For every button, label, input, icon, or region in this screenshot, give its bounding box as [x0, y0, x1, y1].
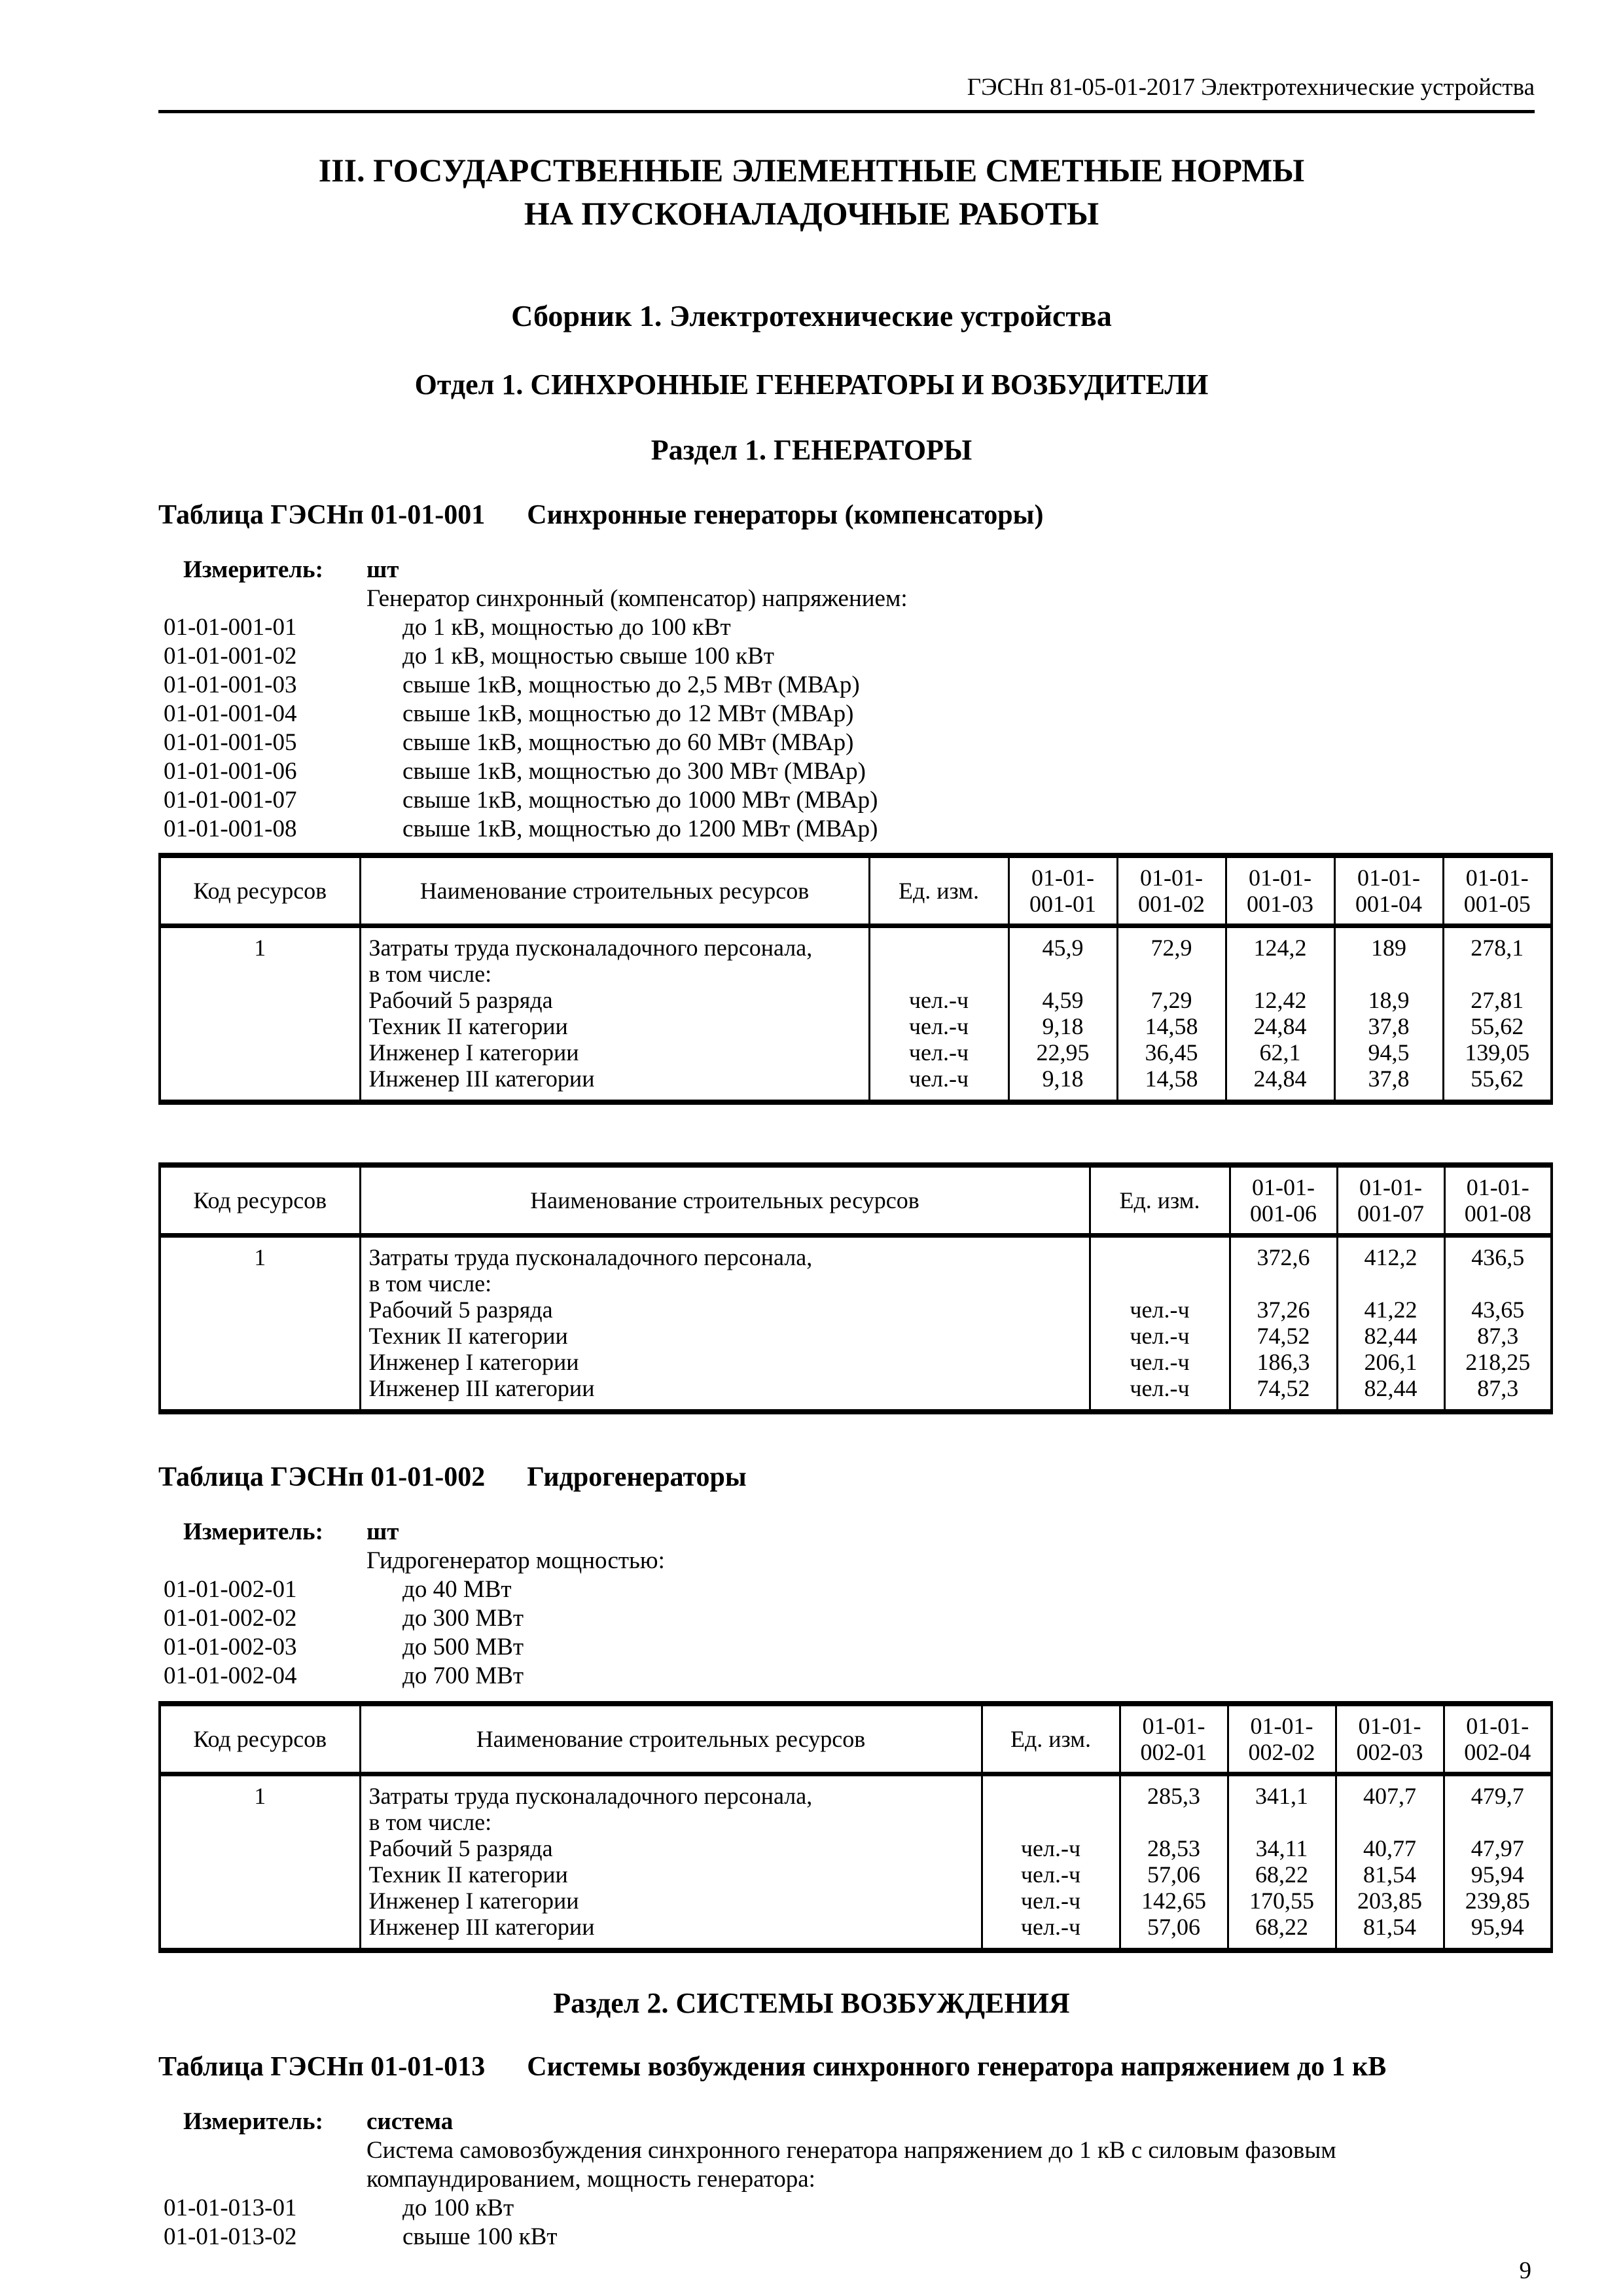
- value-cell: 124,2: [1226, 926, 1334, 988]
- value-cell: 74,52: [1230, 1323, 1337, 1349]
- value-cell: 407,7: [1336, 1774, 1444, 1836]
- unit-cell: чел.-ч: [869, 1013, 1008, 1039]
- running-header: ГЭСНп 81-05-01-2017 Электротехнические устройства: [967, 74, 1535, 101]
- header-rule: [158, 110, 1535, 113]
- norm-desc: свыше 1кВ, мощностью до 1000 МВт (МВАр): [402, 787, 878, 814]
- unit-cell: чел.-ч: [982, 1835, 1120, 1861]
- value-cell: 94,5: [1334, 1039, 1443, 1066]
- group-title-013: Система самовозбуждения синхронного генератора напряжением до 1 кВ с силовым фазовым компаундированием, мощность генератора:: [366, 2137, 1336, 2193]
- resource-code-cell: [160, 1861, 360, 1888]
- value-cell: 95,94: [1444, 1861, 1552, 1888]
- table-row: [160, 1236, 1552, 1297]
- meter-label: Измеритель:: [183, 2108, 323, 2135]
- resource-code-cell: [160, 1349, 360, 1375]
- norm-code: 01-01-013-01: [164, 2195, 297, 2221]
- unit-cell: чел.-ч: [869, 1066, 1008, 1102]
- resource-table-002-01-04: [158, 1701, 1553, 1953]
- col-header-name: Наименование строительных ресурсов: [360, 1704, 982, 1774]
- norm-code: 01-01-002-03: [164, 1634, 297, 1660]
- value-cell: 82,44: [1337, 1323, 1444, 1349]
- value-cell: 7,29: [1117, 987, 1226, 1013]
- unit-cell: чел.-ч: [1090, 1375, 1230, 1412]
- norm-desc: свыше 1кВ, мощностью до 1200 МВт (МВАр): [402, 816, 878, 842]
- norm-desc: до 40 МВт: [402, 1576, 512, 1603]
- value-cell: 9,18: [1008, 1013, 1117, 1039]
- table-001-heading: [158, 498, 1551, 532]
- razdel-2-heading: Раздел 2. СИСТЕМЫ ВОЗБУЖДЕНИЯ: [553, 1987, 1070, 2019]
- list-item: [158, 728, 1551, 757]
- meter-value: система: [366, 2108, 454, 2135]
- meter-label: Измеритель:: [183, 1518, 323, 1545]
- norm-code: 01-01-001-03: [164, 672, 297, 698]
- code-list-002: [158, 1575, 1551, 1691]
- list-item: [158, 642, 1551, 671]
- resource-code-cell: 1: [160, 926, 360, 988]
- value-cell: 285,3: [1120, 1774, 1228, 1836]
- norm-code: 01-01-002-01: [164, 1576, 297, 1603]
- list-item: [158, 786, 1551, 815]
- list-item: [158, 757, 1551, 786]
- resource-name: Инженер I категории: [360, 1349, 1090, 1375]
- list-item: [158, 815, 1551, 844]
- norm-desc: до 1 кВ, мощностью свыше 100 кВт: [402, 643, 774, 670]
- col-header-norm: 01-01- 002-02: [1228, 1704, 1336, 1774]
- value-cell: 139,05: [1443, 1039, 1552, 1066]
- resource-code-cell: [160, 1835, 360, 1861]
- resource-name: Затраты труда пусконаладочного персонала,: [368, 1783, 813, 1809]
- table-row: [160, 987, 1552, 1013]
- norm-code: 01-01-002-04: [164, 1662, 297, 1689]
- resource-name: Инженер III категории: [360, 1375, 1090, 1412]
- resource-code-cell: [160, 1013, 360, 1039]
- value-cell: 24,84: [1226, 1013, 1334, 1039]
- value-cell: 36,45: [1117, 1039, 1226, 1066]
- col-header-norm: 01-01- 001-02: [1117, 855, 1226, 926]
- resource-table-001-06-08: [158, 1162, 1553, 1414]
- col-header-norm: 01-01- 002-04: [1444, 1704, 1552, 1774]
- resource-name: Инженер I категории: [360, 1039, 869, 1066]
- resource-name-cell: [360, 1236, 1090, 1297]
- col-header-code: Код ресурсов: [160, 855, 360, 926]
- value-cell: 206,1: [1337, 1349, 1444, 1375]
- value-cell: 372,6: [1230, 1236, 1337, 1297]
- meter-row: [158, 556, 1551, 584]
- value-cell: 87,3: [1444, 1375, 1552, 1412]
- value-cell: 170,55: [1228, 1888, 1336, 1914]
- table-header-row: [160, 1704, 1552, 1774]
- value-cell: 436,5: [1444, 1236, 1552, 1297]
- list-item: [158, 613, 1551, 642]
- resource-code-cell: [160, 1914, 360, 1950]
- value-cell: 47,97: [1444, 1835, 1552, 1861]
- unit-cell: чел.-ч: [982, 1888, 1120, 1914]
- value-cell: 37,26: [1230, 1297, 1337, 1323]
- list-item: [158, 1575, 1551, 1604]
- resource-name-cont: в том числе:: [368, 961, 492, 987]
- value-cell: 203,85: [1336, 1888, 1444, 1914]
- meter-block-002: [158, 1518, 1551, 1691]
- value-cell: 12,42: [1226, 987, 1334, 1013]
- col-header-name: Наименование строительных ресурсов: [360, 1165, 1090, 1236]
- unit-cell: чел.-ч: [869, 987, 1008, 1013]
- table-row: [160, 926, 1552, 988]
- col-header-norm: 01-01- 002-01: [1120, 1704, 1228, 1774]
- col-header-unit: Ед. изм.: [869, 855, 1008, 926]
- resource-name: Техник II категории: [360, 1323, 1090, 1349]
- value-cell: 82,44: [1337, 1375, 1444, 1412]
- col-header-norm: 01-01- 002-03: [1336, 1704, 1444, 1774]
- table-row: [160, 1888, 1552, 1914]
- table-002-heading: [158, 1460, 1551, 1494]
- unit-cell: чел.-ч: [982, 1861, 1120, 1888]
- list-item: [158, 1662, 1551, 1691]
- col-header-norm: 01-01- 001-01: [1008, 855, 1117, 926]
- value-cell: 9,18: [1008, 1066, 1117, 1102]
- table-row: [160, 1323, 1552, 1349]
- document-title-line1: III. ГОСУДАРСТВЕННЫЕ ЭЛЕМЕНТНЫЕ СМЕТНЫЕ НОРМЫ: [318, 152, 1305, 188]
- sbornik-heading: Сборник 1. Электротехнические устройства: [511, 299, 1112, 332]
- resource-code-cell: [160, 1039, 360, 1066]
- norm-code: 01-01-001-01: [164, 614, 297, 641]
- value-cell: 14,58: [1117, 1013, 1226, 1039]
- table-header-row: [160, 855, 1552, 926]
- col-header-norm: 01-01- 001-07: [1337, 1165, 1444, 1236]
- resource-name: Техник II категории: [360, 1013, 869, 1039]
- table-013-heading: [158, 2050, 1551, 2084]
- meter-row: [158, 2108, 1551, 2136]
- code-list-001: [158, 613, 1551, 844]
- col-header-code: Код ресурсов: [160, 1704, 360, 1774]
- value-cell: 40,77: [1336, 1835, 1444, 1861]
- page-number: 9: [1519, 2257, 1531, 2284]
- resource-code-cell: 1: [160, 1236, 360, 1297]
- col-header-norm: 01-01- 001-04: [1334, 855, 1443, 926]
- value-cell: 186,3: [1230, 1349, 1337, 1375]
- resource-code-cell: 1: [160, 1774, 360, 1836]
- norm-desc: свыше 1кВ, мощностью до 60 МВт (МВАр): [402, 729, 854, 756]
- value-cell: 37,8: [1334, 1066, 1443, 1102]
- resource-name-cell: [360, 1774, 982, 1836]
- table-header-row: [160, 1165, 1552, 1236]
- resource-name: Рабочий 5 разряда: [360, 1297, 1090, 1323]
- value-cell: 68,22: [1228, 1914, 1336, 1950]
- group-title-002: Гидрогенератор мощностью:: [366, 1547, 665, 1574]
- value-cell: 55,62: [1443, 1013, 1552, 1039]
- col-header-norm: 01-01- 001-06: [1230, 1165, 1337, 1236]
- norm-code: 01-01-001-04: [164, 700, 297, 727]
- unit-cell: [1090, 1236, 1230, 1297]
- table-013-label: Таблица ГЭСНп 01-01-013: [158, 2052, 486, 2082]
- value-cell: 28,53: [1120, 1835, 1228, 1861]
- meter-label: Измеритель:: [183, 556, 323, 583]
- resource-name: Инженер I категории: [360, 1888, 982, 1914]
- norm-desc: свыше 1кВ, мощностью до 300 МВт (МВАр): [402, 758, 866, 785]
- document-title: [115, 149, 1508, 235]
- norm-code: 01-01-001-06: [164, 758, 297, 785]
- resource-name: Рабочий 5 разряда: [360, 1835, 982, 1861]
- table-001-title: Синхронные генераторы (компенсаторы): [527, 500, 1044, 530]
- meter-block-013: [158, 2108, 1551, 2251]
- table-002-label: Таблица ГЭСНп 01-01-002: [158, 1462, 486, 1492]
- value-cell: 72,9: [1117, 926, 1226, 988]
- value-cell: 14,58: [1117, 1066, 1226, 1102]
- value-cell: 24,84: [1226, 1066, 1334, 1102]
- col-header-code: Код ресурсов: [160, 1165, 360, 1236]
- value-cell: 81,54: [1336, 1914, 1444, 1950]
- list-item: [158, 1633, 1551, 1662]
- resource-code-cell: [160, 987, 360, 1013]
- col-header-name: Наименование строительных ресурсов: [360, 855, 869, 926]
- resource-name-cont: в том числе:: [368, 1809, 492, 1835]
- table-row: [160, 1066, 1552, 1102]
- value-cell: 27,81: [1443, 987, 1552, 1013]
- table-row: [160, 1861, 1552, 1888]
- resource-name: Рабочий 5 разряда: [360, 987, 869, 1013]
- norm-code: 01-01-013-02: [164, 2223, 297, 2250]
- norm-desc: до 500 МВт: [402, 1634, 524, 1660]
- col-header-unit: Ед. изм.: [1090, 1165, 1230, 1236]
- value-cell: 41,22: [1337, 1297, 1444, 1323]
- razdel-1-heading: Раздел 1. ГЕНЕРАТОРЫ: [651, 434, 972, 466]
- meter-value: шт: [366, 556, 399, 583]
- col-header-norm: 01-01- 001-03: [1226, 855, 1334, 926]
- norm-desc: до 1 кВ, мощностью до 100 кВт: [402, 614, 731, 641]
- norm-desc: до 300 МВт: [402, 1605, 524, 1632]
- resource-code-cell: [160, 1066, 360, 1102]
- resource-name-cell: [360, 926, 869, 988]
- table-row: [160, 1297, 1552, 1323]
- value-cell: 57,06: [1120, 1861, 1228, 1888]
- table-row: [160, 1835, 1552, 1861]
- resource-name: Техник II категории: [360, 1861, 982, 1888]
- norm-code: 01-01-001-02: [164, 643, 297, 670]
- value-cell: 95,94: [1444, 1914, 1552, 1950]
- norm-code: 01-01-001-07: [164, 787, 297, 814]
- col-header-norm: 01-01- 001-05: [1443, 855, 1552, 926]
- value-cell: 57,06: [1120, 1914, 1228, 1950]
- resource-code-cell: [160, 1297, 360, 1323]
- table-row: [160, 1039, 1552, 1066]
- resource-name: Затраты труда пусконаладочного персонала,: [368, 935, 813, 961]
- table-002-title: Гидрогенераторы: [527, 1462, 747, 1492]
- value-cell: 87,3: [1444, 1323, 1552, 1349]
- value-cell: 68,22: [1228, 1861, 1336, 1888]
- value-cell: 218,25: [1444, 1349, 1552, 1375]
- value-cell: 239,85: [1444, 1888, 1552, 1914]
- table-001-label: Таблица ГЭСНп 01-01-001: [158, 500, 486, 530]
- table-row: [160, 1774, 1552, 1836]
- unit-cell: [869, 926, 1008, 988]
- value-cell: 4,59: [1008, 987, 1117, 1013]
- resource-name: Затраты труда пусконаладочного персонала,: [368, 1244, 813, 1270]
- table-row: [160, 1349, 1552, 1375]
- norm-desc: свыше 1кВ, мощностью до 12 МВт (МВАр): [402, 700, 854, 727]
- list-item: [158, 2194, 1551, 2223]
- resource-table-001-01-05: [158, 853, 1553, 1105]
- otdel-heading: Отдел 1. СИНХРОННЫЕ ГЕНЕРАТОРЫ И ВОЗБУДИТЕЛИ: [414, 368, 1209, 401]
- value-cell: 479,7: [1444, 1774, 1552, 1836]
- table-013-title: Системы возбуждения синхронного генератора напряжением до 1 кВ: [527, 2052, 1387, 2082]
- norm-code: 01-01-001-05: [164, 729, 297, 756]
- norm-desc: свыше 1кВ, мощностью до 2,5 МВт (МВАр): [402, 672, 860, 698]
- value-cell: 18,9: [1334, 987, 1443, 1013]
- document-title-line2: НА ПУСКОНАЛАДОЧНЫЕ РАБОТЫ: [524, 195, 1099, 232]
- value-cell: 45,9: [1008, 926, 1117, 988]
- unit-cell: чел.-ч: [1090, 1349, 1230, 1375]
- unit-cell: чел.-ч: [1090, 1297, 1230, 1323]
- code-list-013: [158, 2194, 1551, 2251]
- list-item: [158, 1604, 1551, 1633]
- resource-name-cont: в том числе:: [368, 1270, 492, 1297]
- norm-code: 01-01-001-08: [164, 816, 297, 842]
- value-cell: 142,65: [1120, 1888, 1228, 1914]
- resource-code-cell: [160, 1323, 360, 1349]
- norm-desc: свыше 100 кВт: [402, 2223, 558, 2250]
- table-row: [160, 1375, 1552, 1412]
- norm-code: 01-01-002-02: [164, 1605, 297, 1632]
- resource-code-cell: [160, 1375, 360, 1412]
- meter-block-001: [158, 556, 1551, 844]
- resource-code-cell: [160, 1888, 360, 1914]
- group-title-001: Генератор синхронный (компенсатор) напряжением:: [366, 585, 908, 612]
- value-cell: 412,2: [1337, 1236, 1444, 1297]
- unit-cell: чел.-ч: [869, 1039, 1008, 1066]
- value-cell: 74,52: [1230, 1375, 1337, 1412]
- value-cell: 81,54: [1336, 1861, 1444, 1888]
- value-cell: 62,1: [1226, 1039, 1334, 1066]
- value-cell: 341,1: [1228, 1774, 1336, 1836]
- resource-name: Инженер III категории: [360, 1066, 869, 1102]
- meter-row: [158, 1518, 1551, 1547]
- value-cell: 34,11: [1228, 1835, 1336, 1861]
- col-header-norm: 01-01- 001-08: [1444, 1165, 1552, 1236]
- norm-desc: до 700 МВт: [402, 1662, 524, 1689]
- table-row: [160, 1914, 1552, 1950]
- value-cell: 278,1: [1443, 926, 1552, 988]
- resource-name: Инженер III категории: [360, 1914, 982, 1950]
- meter-value: шт: [366, 1518, 399, 1545]
- value-cell: 22,95: [1008, 1039, 1117, 1066]
- unit-cell: чел.-ч: [1090, 1323, 1230, 1349]
- value-cell: 189: [1334, 926, 1443, 988]
- unit-cell: [982, 1774, 1120, 1836]
- unit-cell: чел.-ч: [982, 1914, 1120, 1950]
- table-row: [160, 1013, 1552, 1039]
- value-cell: 43,65: [1444, 1297, 1552, 1323]
- col-header-unit: Ед. изм.: [982, 1704, 1120, 1774]
- value-cell: 55,62: [1443, 1066, 1552, 1102]
- list-item: [158, 700, 1551, 728]
- list-item: [158, 2223, 1551, 2251]
- value-cell: 37,8: [1334, 1013, 1443, 1039]
- norm-desc: до 100 кВт: [402, 2195, 514, 2221]
- list-item: [158, 671, 1551, 700]
